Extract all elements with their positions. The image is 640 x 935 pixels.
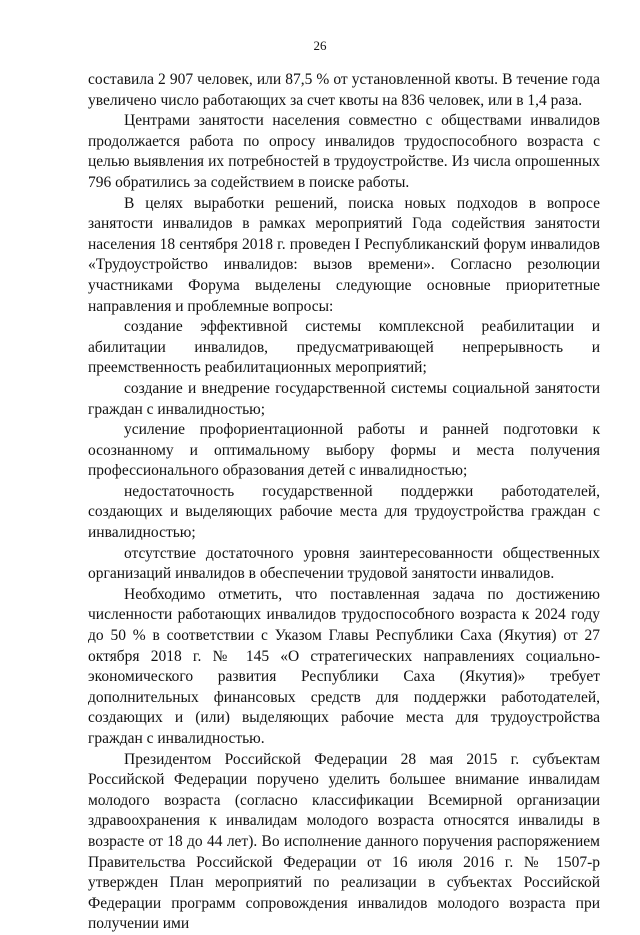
list-item-rehabilitation-system: создание эффективной системы комплексной реабилитации и абилитации инвалидов, предусматривающей непрерывность и преемственность реабилитационных мероприятий; xyxy=(88,318,600,377)
list-item-social-employment: создание и внедрение государственной системы социальной занятости граждан с инвалидностью; xyxy=(88,379,600,418)
paragraph-quota-result: составила 2 907 человек, или 87,5 % от установленной квоты. В течение года увеличено число работающих за счет квоты на 836 человек, или в 1,4 раза. xyxy=(88,71,600,109)
list-item-employer-support: недостаточность государственной поддержки работодателей, создающих и выделяющих рабочие места для трудоустройства граждан с инвалидностью; xyxy=(88,482,600,542)
body-text xyxy=(88,70,600,935)
paragraph-forum: В целях выработки решений, поиска новых подходов в вопросе занятости инвалидов в рамках мероприятий Года содействия занятости населения 18 сентября 2018 г. проведен I Республиканский форум инвалидов «Трудоустройство инвалидов: вызов времени». Согласно резолюции участниками Форума выделены следующие основные приоритетные направления и проблемные вопросы: xyxy=(88,194,600,315)
page-number: 26 xyxy=(313,38,327,53)
list-item-career-guidance: усиление профориентационной работы и ранней подготовки к осознанному и оптимальному выбору формы и места получения профессионального образования детей с инвалидностью; xyxy=(88,421,600,480)
list-item-public-organizations: отсутствие достаточного уровня заинтересованности общественных организаций инвалидов в обеспечении трудовой занятости инвалидов. xyxy=(88,544,600,583)
paragraph-presidential-order: Президентом Российской Федерации 28 мая 2015 г. субъектам Российской Федерации поручено уделить большее внимание инвалидам молодого возраста (согласно классификации Всемирной организации здравоохранения к инвалидам молодого возраста относятся инвалиды в возрасте от 18 до 44 лет). Во исполнение данного поручения распоряжением Правительства Российской Федерации от 16 июля 2016 г. № 1507-р утвержден План мероприятий по реализации в субъектах Российской Федерации программ сопровождения инвалидов молодого возраста при получении ими xyxy=(88,750,600,933)
paragraph-employment-centers: Центрами занятости населения совместно с обществами инвалидов продолжается работа по опросу инвалидов трудоспособного возраста с целью выявления их потребностей в трудоустройстве. Из числа опрошенных 796 обратились за содействием в поиске работы. xyxy=(88,112,600,191)
paragraph-2024-target: Необходимо отметить, что поставленная задача по достижению численности работающих инвалидов трудоспособного возраста к 2024 году до 50 % в соответствии с Указом Главы Республики Саха (Якутия) от 27 октября 2018 г. № 145 «О стратегических направлениях социально-экономического развития Республики Саха (Якутия)» требует дополнительных финансовых средств для поддержки работодателей, создающих и (или) выделяющих рабочие места для трудоустройства граждан с инвалидностью. xyxy=(88,585,600,747)
